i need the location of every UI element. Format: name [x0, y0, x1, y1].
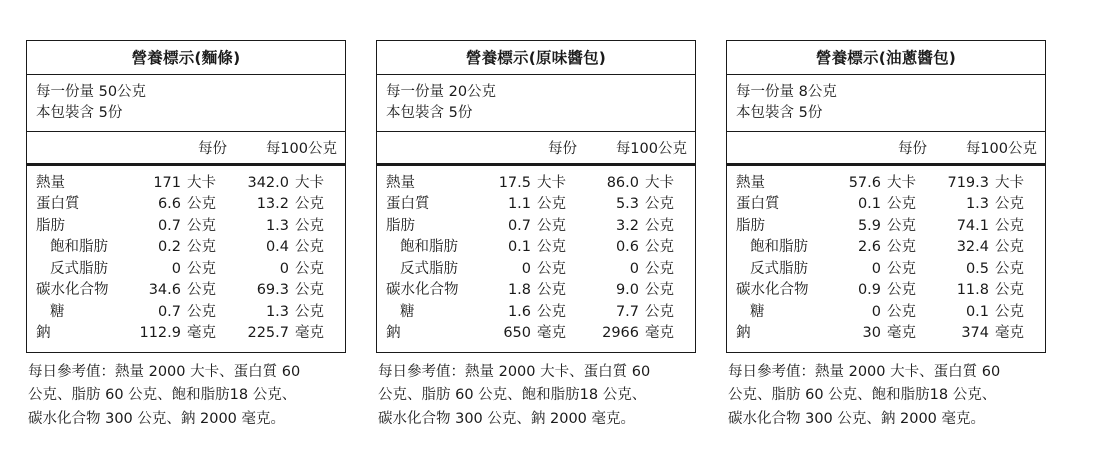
- nutrient-value-per-serving: 0: [871, 260, 881, 277]
- nutrient-unit-per-serving: 公克: [537, 239, 566, 256]
- daily-reference-line: 公克、脂肪 60 公克、飽和脂肪18 公克、: [378, 387, 647, 404]
- nutrient-unit-per-100g: 毫克: [995, 325, 1024, 342]
- nutrient-rows: [377, 166, 695, 352]
- nutrient-name: 鈉: [736, 325, 751, 342]
- nutrient-name: 飽和脂肪: [400, 239, 458, 256]
- serving-info: [377, 75, 695, 132]
- nutrient-value-per-100g: 13.2: [256, 196, 289, 213]
- column-header-blank: [36, 137, 131, 158]
- nutrient-value-per-100g: 9.0: [615, 282, 639, 299]
- nutrient-name: 碳水化合物: [386, 282, 459, 299]
- nutrient-unit-per-serving: 公克: [887, 260, 916, 277]
- nutrient-value-per-serving: 0.1: [507, 239, 531, 256]
- nutrient-row: [386, 237, 687, 258]
- nutrient-row: [386, 173, 687, 194]
- nutrient-value-per-100g: 3.2: [615, 217, 639, 234]
- daily-reference-line: 公克、脂肪 60 公克、飽和脂肪18 公克、: [728, 387, 997, 404]
- nutrient-value-per-serving: 0.7: [507, 217, 531, 234]
- nutrient-value-per-serving: 1.1: [507, 196, 531, 213]
- nutrient-value-per-serving: 6.6: [157, 196, 181, 213]
- nutrient-value-per-100g: 0.1: [965, 303, 989, 320]
- nutrient-unit-per-100g: 公克: [645, 282, 674, 299]
- nutrient-value-per-serving: 0.1: [857, 196, 881, 213]
- nutrient-value-per-100g: 5.3: [615, 196, 639, 213]
- nutrient-name: 糖: [400, 303, 415, 320]
- nutrient-unit-per-serving: 公克: [887, 196, 916, 213]
- servings-per-container: 本包裝含 5份: [736, 105, 823, 122]
- nutrient-value-per-100g: 225.7: [247, 325, 289, 342]
- nutrient-name: 熱量: [736, 175, 765, 192]
- column-header-row: [377, 132, 695, 166]
- nutrition-facts-box: [726, 40, 1046, 353]
- nutrient-row: [386, 216, 687, 237]
- nutrient-unit-per-100g: 大卡: [295, 175, 324, 192]
- column-header-blank: [736, 137, 831, 158]
- nutrient-name: 蛋白質: [736, 196, 780, 213]
- serving-size: 每一份量 8公克: [736, 84, 837, 100]
- nutrient-unit-per-100g: 公克: [295, 282, 324, 299]
- nutrient-value-per-serving: 0.7: [157, 217, 181, 234]
- column-header-per-serving: 每份: [548, 141, 577, 158]
- nutrient-value-per-serving: 57.6: [848, 175, 881, 192]
- daily-reference-line: 每日參考值：熱量 2000 大卡、蛋白質 60: [378, 363, 651, 380]
- nutrient-row: [736, 173, 1037, 194]
- nutrient-unit-per-100g: 公克: [295, 303, 324, 320]
- nutrient-value-per-100g: 0: [279, 260, 289, 277]
- nutrient-unit-per-serving: 毫克: [537, 325, 566, 342]
- nutrient-row: [36, 194, 337, 215]
- nutrient-unit-per-serving: 毫克: [887, 325, 916, 342]
- nutrient-value-per-100g: 719.3: [947, 175, 989, 192]
- nutrient-value-per-100g: 2966: [602, 325, 639, 342]
- nutrient-row: [36, 216, 337, 237]
- serving-info: [27, 75, 345, 132]
- nutrient-unit-per-serving: 公克: [537, 282, 566, 299]
- nutrient-value-per-serving: 1.6: [507, 303, 531, 320]
- column-header-per-100g: 每100公克: [615, 141, 687, 158]
- nutrient-value-per-100g: 0.6: [615, 239, 639, 256]
- nutrient-row: [386, 323, 687, 344]
- nutrient-name: 熱量: [386, 175, 415, 192]
- serving-size: 每一份量 20公克: [386, 84, 497, 100]
- nutrient-value-per-serving: 2.6: [857, 239, 881, 256]
- serving-size: 每一份量 50公克: [36, 84, 147, 100]
- nutrient-unit-per-serving: 公克: [887, 239, 916, 256]
- nutrient-value-per-100g: 0.4: [265, 239, 289, 256]
- nutrition-facts-box: [376, 40, 696, 353]
- nutrient-value-per-serving: 0.9: [857, 282, 881, 299]
- nutrient-name: 脂肪: [36, 217, 65, 234]
- nutrition-panel: [726, 40, 1046, 431]
- nutrient-name: 鈉: [36, 325, 51, 342]
- servings-per-container: 本包裝含 5份: [386, 105, 473, 122]
- nutrient-unit-per-100g: 公克: [995, 196, 1024, 213]
- nutrient-name: 糖: [50, 303, 65, 320]
- nutrient-unit-per-serving: 大卡: [187, 175, 216, 192]
- nutrient-unit-per-100g: 公克: [645, 303, 674, 320]
- nutrient-value-per-100g: 7.7: [615, 303, 639, 320]
- daily-reference-line: 每日參考值：熱量 2000 大卡、蛋白質 60: [728, 363, 1001, 380]
- nutrient-row: [736, 323, 1037, 344]
- nutrient-value-per-100g: 69.3: [256, 282, 289, 299]
- nutrient-unit-per-serving: 公克: [537, 303, 566, 320]
- column-header-per-100g: 每100公克: [965, 141, 1037, 158]
- nutrient-name: 飽和脂肪: [50, 239, 108, 256]
- nutrient-unit-per-100g: 公克: [995, 217, 1024, 234]
- column-header-row: [27, 132, 345, 166]
- nutrient-row: [736, 302, 1037, 323]
- nutrient-unit-per-100g: 大卡: [995, 175, 1024, 192]
- nutrient-name: 反式脂肪: [50, 260, 108, 277]
- nutrient-name: 反式脂肪: [750, 260, 808, 277]
- nutrient-value-per-serving: 1.8: [507, 282, 531, 299]
- nutrient-value-per-serving: 34.6: [148, 282, 181, 299]
- nutrient-unit-per-serving: 公克: [537, 196, 566, 213]
- daily-reference-line: 碳水化合物 300 公克、鈉 2000 毫克。: [28, 410, 286, 427]
- nutrient-unit-per-serving: 公克: [887, 217, 916, 234]
- nutrient-row: [386, 194, 687, 215]
- nutrient-value-per-serving: 171: [153, 175, 181, 192]
- nutrient-unit-per-serving: 公克: [187, 239, 216, 256]
- nutrient-row: [36, 173, 337, 194]
- nutrient-unit-per-100g: 公克: [995, 303, 1024, 320]
- nutrition-panel: [26, 40, 346, 431]
- daily-reference-line: 每日參考值：熱量 2000 大卡、蛋白質 60: [28, 363, 301, 380]
- nutrient-row: [736, 280, 1037, 301]
- nutrient-unit-per-serving: 公克: [187, 260, 216, 277]
- nutrient-row: [386, 302, 687, 323]
- nutrient-name: 熱量: [36, 175, 65, 192]
- nutrient-row: [36, 280, 337, 301]
- nutrient-row: [736, 259, 1037, 280]
- nutrient-name: 飽和脂肪: [750, 239, 808, 256]
- nutrient-rows: [727, 166, 1045, 352]
- nutrient-unit-per-serving: 公克: [887, 282, 916, 299]
- nutrient-value-per-100g: 1.3: [265, 303, 289, 320]
- nutrient-row: [36, 259, 337, 280]
- nutrient-name: 脂肪: [736, 217, 765, 234]
- nutrient-row: [386, 280, 687, 301]
- nutrient-value-per-serving: 650: [503, 325, 531, 342]
- serving-info: [727, 75, 1045, 132]
- nutrition-panel: [376, 40, 696, 431]
- daily-reference-note: [376, 353, 696, 431]
- nutrient-unit-per-100g: 公克: [645, 260, 674, 277]
- nutrient-unit-per-100g: 公克: [295, 196, 324, 213]
- servings-per-container: 本包裝含 5份: [36, 105, 123, 122]
- nutrient-unit-per-serving: 公克: [537, 217, 566, 234]
- nutrient-row: [36, 302, 337, 323]
- nutrient-row: [736, 194, 1037, 215]
- nutrient-unit-per-100g: 公克: [645, 217, 674, 234]
- nutrient-name: 脂肪: [386, 217, 415, 234]
- nutrient-unit-per-100g: 公克: [995, 239, 1024, 256]
- nutrition-title: 營養標示(原味醬包): [377, 41, 695, 75]
- nutrient-value-per-serving: 30: [862, 325, 881, 342]
- nutrient-value-per-100g: 0: [629, 260, 639, 277]
- nutrient-value-per-serving: 0.7: [157, 303, 181, 320]
- nutrient-unit-per-100g: 毫克: [645, 325, 674, 342]
- column-header-row: [727, 132, 1045, 166]
- nutrient-name: 反式脂肪: [400, 260, 458, 277]
- column-header-per-100g: 每100公克: [265, 141, 337, 158]
- nutrient-name: 鈉: [386, 325, 401, 342]
- nutrient-name: 糖: [750, 303, 765, 320]
- nutrient-name: 碳水化合物: [36, 282, 109, 299]
- nutrition-facts-box: [26, 40, 346, 353]
- column-header-blank: [386, 137, 481, 158]
- nutrient-unit-per-100g: 公克: [295, 217, 324, 234]
- nutrient-name: 蛋白質: [386, 196, 430, 213]
- nutrient-row: [36, 323, 337, 344]
- nutrient-unit-per-serving: 公克: [887, 303, 916, 320]
- nutrient-row: [736, 237, 1037, 258]
- nutrient-value-per-serving: 0: [521, 260, 531, 277]
- nutrient-unit-per-serving: 公克: [187, 303, 216, 320]
- nutrient-unit-per-100g: 大卡: [645, 175, 674, 192]
- column-header-per-serving: 每份: [198, 141, 227, 158]
- nutrient-unit-per-serving: 毫克: [187, 325, 216, 342]
- nutrient-value-per-serving: 0: [871, 303, 881, 320]
- nutrient-value-per-serving: 0.2: [157, 239, 181, 256]
- nutrient-name: 碳水化合物: [736, 282, 809, 299]
- daily-reference-note: [26, 353, 346, 431]
- nutrient-value-per-100g: 86.0: [606, 175, 639, 192]
- nutrient-unit-per-serving: 公克: [537, 260, 566, 277]
- nutrient-unit-per-serving: 公克: [187, 217, 216, 234]
- nutrient-unit-per-100g: 公克: [995, 282, 1024, 299]
- nutrient-unit-per-100g: 公克: [295, 260, 324, 277]
- nutrient-value-per-serving: 17.5: [498, 175, 531, 192]
- daily-reference-line: 碳水化合物 300 公克、鈉 2000 毫克。: [728, 410, 986, 427]
- nutrient-unit-per-100g: 毫克: [295, 325, 324, 342]
- daily-reference-note: [726, 353, 1046, 431]
- nutrient-rows: [27, 166, 345, 352]
- nutrient-value-per-100g: 11.8: [956, 282, 989, 299]
- nutrient-value-per-100g: 342.0: [247, 175, 289, 192]
- nutrient-name: 蛋白質: [36, 196, 80, 213]
- nutrient-value-per-100g: 1.3: [965, 196, 989, 213]
- nutrient-unit-per-serving: 公克: [187, 282, 216, 299]
- nutrient-value-per-100g: 32.4: [956, 239, 989, 256]
- nutrient-unit-per-100g: 公克: [995, 260, 1024, 277]
- nutrient-unit-per-100g: 公克: [295, 239, 324, 256]
- nutrition-title: 營養標示(油蔥醬包): [727, 41, 1045, 75]
- nutrient-row: [36, 237, 337, 258]
- nutrient-unit-per-100g: 公克: [645, 196, 674, 213]
- nutrient-value-per-serving: 112.9: [139, 325, 181, 342]
- nutrient-value-per-serving: 0: [171, 260, 181, 277]
- daily-reference-line: 公克、脂肪 60 公克、飽和脂肪18 公克、: [28, 387, 297, 404]
- nutrient-value-per-100g: 374: [961, 325, 989, 342]
- nutrient-row: [736, 216, 1037, 237]
- daily-reference-line: 碳水化合物 300 公克、鈉 2000 毫克。: [378, 410, 636, 427]
- nutrient-unit-per-100g: 公克: [645, 239, 674, 256]
- nutrient-value-per-serving: 5.9: [857, 217, 881, 234]
- nutrient-unit-per-serving: 大卡: [537, 175, 566, 192]
- nutrient-unit-per-serving: 公克: [187, 196, 216, 213]
- column-header-per-serving: 每份: [898, 141, 927, 158]
- nutrient-value-per-100g: 74.1: [956, 217, 989, 234]
- nutrient-row: [386, 259, 687, 280]
- nutrient-value-per-100g: 0.5: [965, 260, 989, 277]
- nutrient-unit-per-serving: 大卡: [887, 175, 916, 192]
- nutrition-title: 營養標示(麵條): [27, 41, 345, 75]
- nutrient-value-per-100g: 1.3: [265, 217, 289, 234]
